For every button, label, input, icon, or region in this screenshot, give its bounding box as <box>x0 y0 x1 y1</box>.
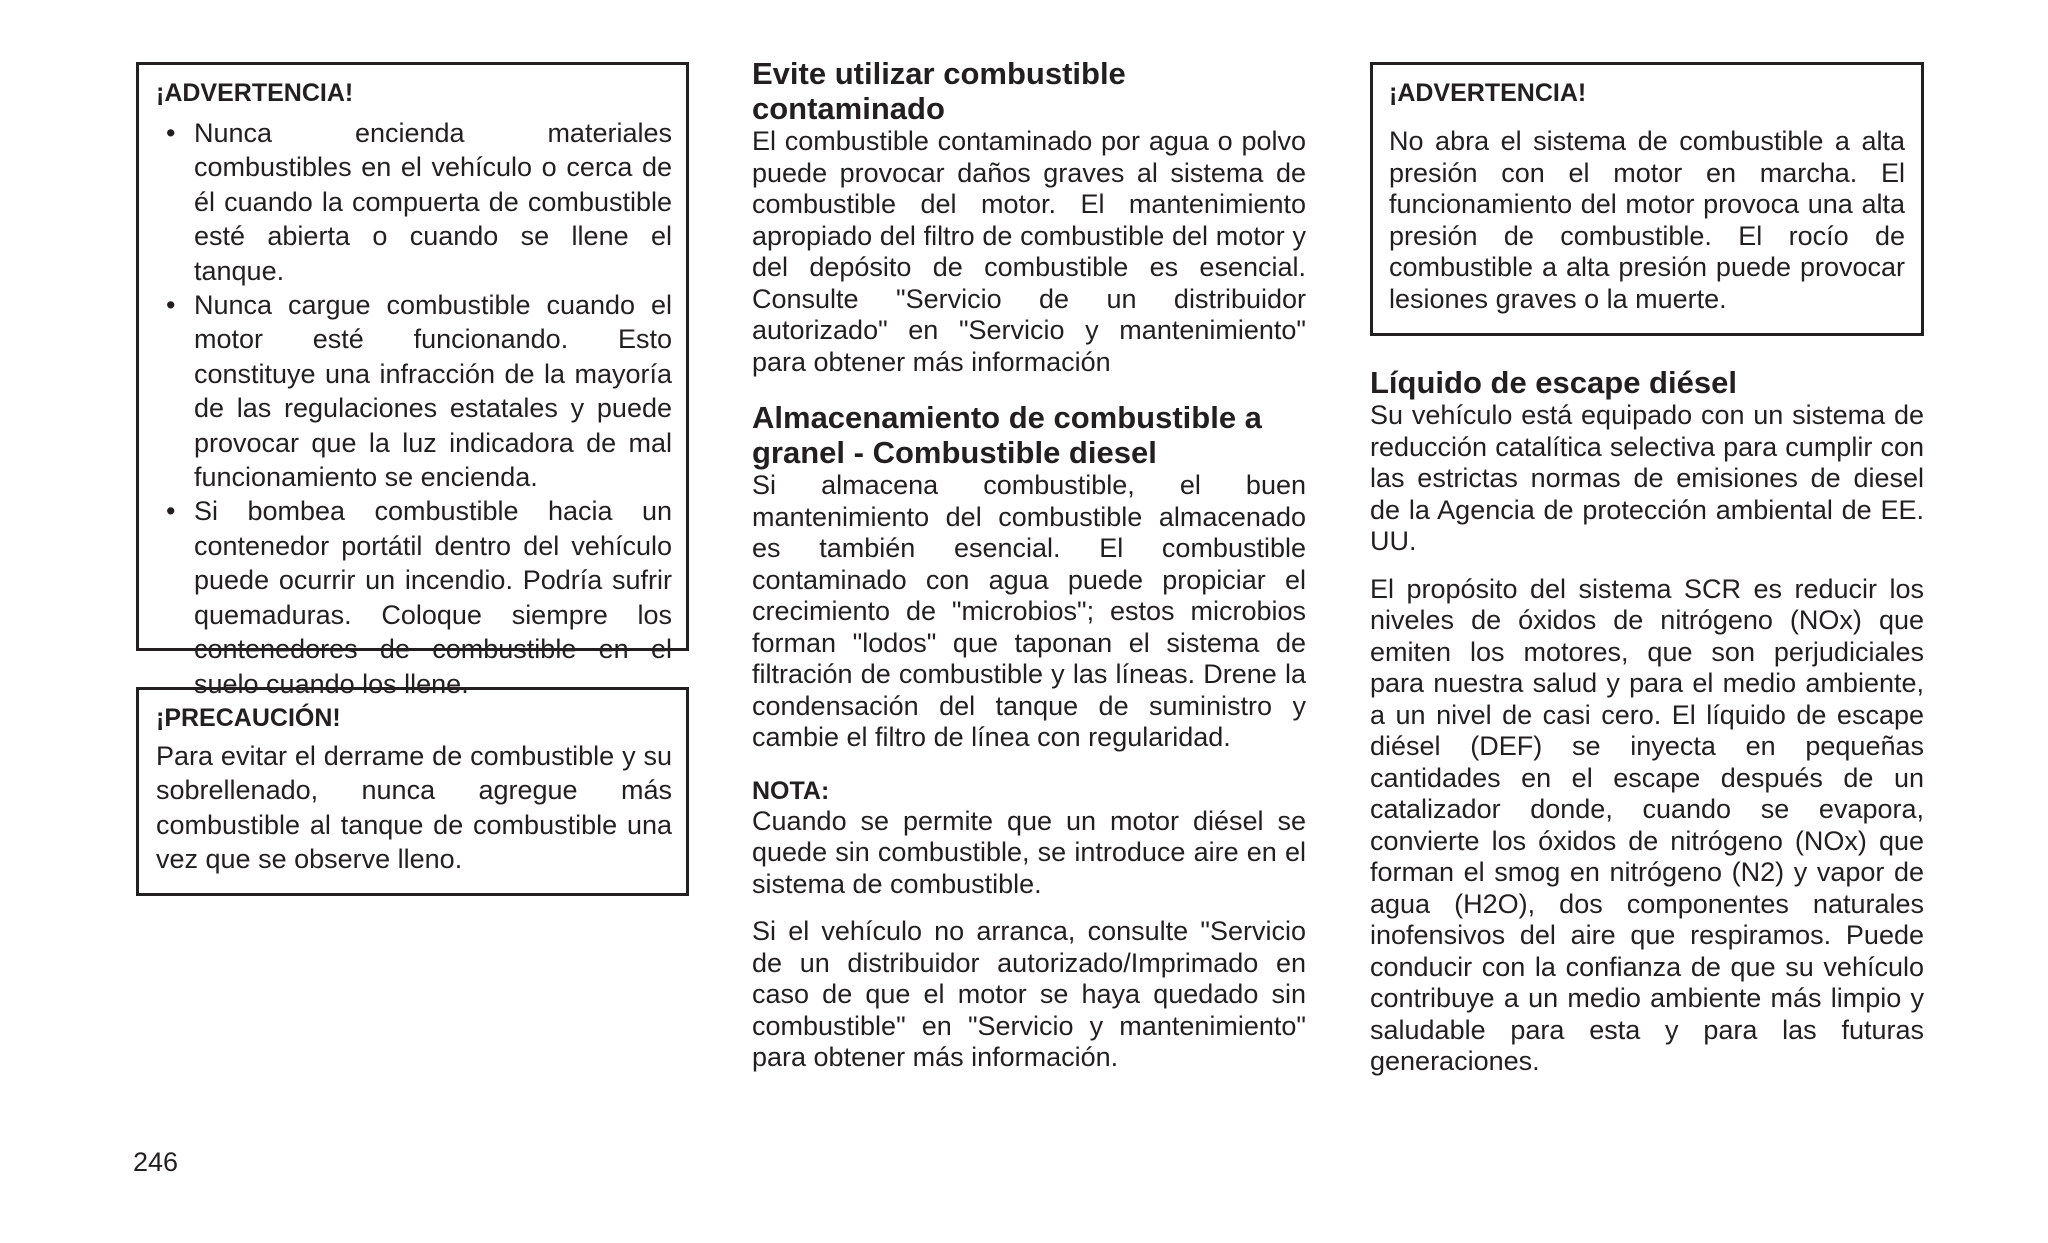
section-heading-contaminated-fuel: Evite utilizar combustible contaminado <box>752 56 1126 126</box>
warning-title: ¡ADVERTENCIA! <box>1389 79 1587 107</box>
section-paragraph: Su vehículo está equipado con un sistema de reducción catalítica selectiva para cumplir con las estrictas normas de emisiones de diesel de la Agencia de protección ambiental de EE. UU. <box>1370 400 1924 556</box>
section-heading-def: Líquido de escape diésel <box>1370 365 1737 400</box>
warning-item: • Nunca encienda materiales combustibles en el vehículo o cerca de él cuando la compuerta de combustible esté abierta o cuando se llene el tanque. <box>156 116 672 288</box>
caution-box <box>136 687 689 896</box>
note-paragraph: Si el vehículo no arranca, consulte "Servicio de un distribuidor autorizado/Imprimado en caso de que el motor se haya quedado sin combustible" en "Servicio y mantenimiento" para obtener más información. <box>752 916 1306 1072</box>
section-text-contaminated-fuel: El combustible contaminado por agua o polvo puede provocar daños graves al sistema de combustible del motor. El mantenimiento apropiado del filtro de combustible del motor y del depósito de combustible es esencial. Consulte "Servicio de un distribuidor autorizado" en "Servicio y mantenimiento" para obtener más información <box>752 126 1306 377</box>
warning-text: No abra el sistema de combustible a alta presión con el motor en marcha. El funcionamiento del motor provoca una alta presión de combustible. El rocío de combustible a alta presión puede provocar lesiones graves o la muerte. <box>1389 126 1905 314</box>
section-text-bulk-storage: Si almacena combustible, el buen mantenimiento del combustible almacenado es también esencial. El combustible contaminado con agua puede propiciar el crecimiento de "microbios"; estos microbios forman "lodos" que taponan el sistema de filtración de combustible y las líneas. Drene la condensación del tanque de suministro y cambie el filtro de línea con regularidad. <box>752 470 1306 752</box>
warning-title: ¡ADVERTENCIA! <box>156 79 354 107</box>
page-number: 246 <box>133 1147 179 1177</box>
warning-item: • Si bombea combustible hacia un contenedor portátil dentro del vehículo puede ocurrir un incendio. Podría sufrir quemaduras. Coloque siempre los contenedores de combustible en el suelo cuando los llene. <box>156 494 672 700</box>
section-paragraph: El propósito del sistema SCR es reducir los niveles de óxidos de nitrógeno (NOx) que emiten los motores, que son perjudiciales para nuestra salud y para el medio ambiente, a un nivel de casi cero. El líquido de escape diésel (DEF) se inyecta en pequeñas cantidades en el escape después de un catalizador donde, cuando se evapora, convierte los óxidos de nitrógeno (NOx) que forman el smog en nitrógeno (N2) y vapor de agua (H2O), dos componentes naturales inofensivos del aire que respiramos. Puede conducir con la confianza de que su vehículo contribuye a un medio ambiente más limpio y saludable para esta y para las futuras generaciones. <box>1370 573 1924 1076</box>
section-heading-bulk-storage: Almacenamiento de combustible a granel - Combustible diesel <box>752 400 1262 470</box>
right-column <box>1370 365 1924 1078</box>
warning-box-left <box>136 62 689 699</box>
warning-box-right <box>1370 62 1924 336</box>
warning-item: • Nunca cargue combustible cuando el motor esté funcionando. Esto constituye una infracción de la mayoría de las regulaciones estatales y puede provocar que la luz indicadora de mal funcionamiento se encienda. <box>156 288 672 494</box>
middle-column <box>752 56 1306 1074</box>
note-paragraph: Cuando se permite que un motor diésel se quede sin combustible, se introduce aire en el sistema de combustible. <box>752 805 1306 899</box>
caution-title: ¡PRECAUCIÓN! <box>156 704 341 732</box>
caution-text: Para evitar el derrame de combustible y su sobrellenado, nunca agregue más combustible al tanque de combustible una vez que se observe lleno. <box>156 741 672 875</box>
note-label: NOTA: <box>752 776 830 805</box>
warning-list <box>156 116 672 701</box>
